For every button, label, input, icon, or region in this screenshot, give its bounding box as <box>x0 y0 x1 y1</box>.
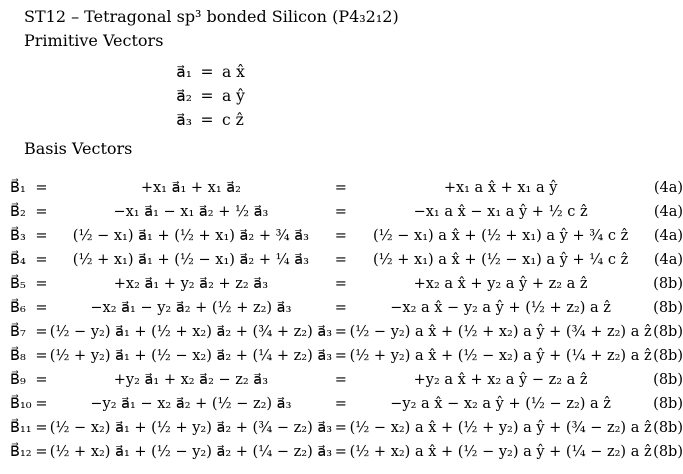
equals-sign: = <box>334 420 347 436</box>
lattice-coordinates: −x₁ a⃗₁ − x₁ a⃗₂ + ½ a⃗₃ <box>113 204 269 220</box>
document-title: ST12 – Tetragonal sp³ bonded Silicon (P4₃2₁2) <box>24 7 399 26</box>
basis-vector-row <box>8 176 683 200</box>
basis-vector-row <box>8 344 683 368</box>
lattice-coordinates: −x₂ a⃗₁ − y₂ a⃗₂ + (½ + z₂) a⃗₃ <box>90 300 292 316</box>
basis-symbol: B⃗₅ <box>10 276 26 292</box>
cartesian-coordinates: −x₂ a x̂ − y₂ a ŷ + (½ + z₂) a ẑ <box>390 300 611 316</box>
equals-sign: = <box>334 228 347 244</box>
lattice-coordinates: (½ − y₂) a⃗₁ + (½ + x₂) a⃗₂ + (¾ + z₂) a⃗₃ <box>49 324 333 340</box>
basis-symbol: B⃗₈ <box>10 348 26 364</box>
equals-sign: = <box>35 420 48 436</box>
basis-symbol: B⃗₂ <box>10 204 26 220</box>
primitive-vector-row <box>170 84 262 108</box>
cartesian-coordinates: (½ − x₁) a x̂ + (½ + x₁) a ŷ + ¾ c ẑ <box>372 228 629 244</box>
basis-vectors-heading: Basis Vectors <box>24 139 133 158</box>
cartesian-coordinates: +x₁ a x̂ + x₁ a ŷ <box>443 180 558 196</box>
wyckoff-label: (8b) <box>653 372 683 388</box>
cartesian-coordinates: (½ + x₂) a x̂ + (½ − y₂) a ŷ + (¼ − z₂) a ẑ <box>349 444 652 460</box>
equals-sign: = <box>334 276 347 292</box>
basis-vector-row <box>8 440 683 464</box>
equals-sign: = <box>35 180 48 196</box>
basis-vector-row <box>8 248 683 272</box>
vector-expression: c ẑ <box>222 111 244 129</box>
equals-sign: = <box>35 300 48 316</box>
wyckoff-label: (8b) <box>653 324 683 340</box>
basis-symbol: B⃗₁₂ <box>10 444 32 460</box>
vector-symbol: a⃗₂ <box>176 87 192 105</box>
lattice-coordinates: (½ − x₁) a⃗₁ + (½ + x₁) a⃗₂ + ¾ a⃗₃ <box>72 228 309 244</box>
cartesian-coordinates: (½ − x₂) a x̂ + (½ + y₂) a ŷ + (¾ − z₂) a ẑ <box>349 420 652 436</box>
equals-sign: = <box>35 324 48 340</box>
basis-vector-row <box>8 200 683 224</box>
wyckoff-label: (8b) <box>653 300 683 316</box>
cartesian-coordinates: (½ + x₁) a x̂ + (½ − x₁) a ŷ + ¼ c ẑ <box>372 252 629 268</box>
equals-sign: = <box>35 444 48 460</box>
equals-sign: = <box>35 252 48 268</box>
cartesian-coordinates: +y₂ a x̂ + x₂ a ŷ − z₂ a ẑ <box>413 372 588 388</box>
equals-sign: = <box>334 180 347 196</box>
lattice-coordinates: +x₁ a⃗₁ + x₁ a⃗₂ <box>140 180 241 196</box>
equals-sign: = <box>334 396 347 412</box>
cartesian-coordinates: (½ + y₂) a x̂ + (½ − x₂) a ŷ + (¼ + z₂) a ẑ <box>349 348 652 364</box>
lattice-coordinates: (½ + x₂) a⃗₁ + (½ − y₂) a⃗₂ + (¼ − z₂) a⃗₃ <box>49 444 333 460</box>
equals-sign: = <box>334 324 347 340</box>
basis-vector-row <box>8 320 683 344</box>
wyckoff-label: (8b) <box>653 420 683 436</box>
primitive-vectors-heading: Primitive Vectors <box>24 31 164 50</box>
wyckoff-label: (4a) <box>653 204 683 220</box>
equals-sign: = <box>35 396 48 412</box>
equals-sign: = <box>334 252 347 268</box>
wyckoff-label: (8b) <box>653 276 683 292</box>
lattice-coordinates: (½ + x₁) a⃗₁ + (½ − x₁) a⃗₂ + ¼ a⃗₃ <box>72 252 309 268</box>
equals-sign: = <box>334 348 347 364</box>
equals-sign: = <box>35 276 48 292</box>
basis-symbol: B⃗₇ <box>10 324 26 340</box>
basis-vector-row <box>8 272 683 296</box>
wyckoff-label: (8b) <box>653 396 683 412</box>
basis-symbol: B⃗₉ <box>10 372 26 388</box>
basis-symbol: B⃗₃ <box>10 228 26 244</box>
basis-symbol: B⃗₆ <box>10 300 26 316</box>
primitive-vector-row <box>170 60 262 84</box>
basis-vector-row <box>8 296 683 320</box>
lattice-coordinates: (½ + y₂) a⃗₁ + (½ − x₂) a⃗₂ + (¼ + z₂) a⃗₃ <box>49 348 333 364</box>
basis-symbol: B⃗₄ <box>10 252 26 268</box>
lattice-coordinates: +y₂ a⃗₁ + x₂ a⃗₂ − z₂ a⃗₃ <box>113 372 269 388</box>
basis-symbol: B⃗₁₁ <box>10 420 32 436</box>
basis-symbol: B⃗₁₀ <box>10 396 32 412</box>
vector-symbol: a⃗₃ <box>176 111 192 129</box>
equals-sign: = <box>200 87 214 105</box>
lattice-coordinates: (½ − x₂) a⃗₁ + (½ + y₂) a⃗₂ + (¾ − z₂) a⃗₃ <box>49 420 333 436</box>
wyckoff-label: (4a) <box>653 228 683 244</box>
wyckoff-label: (8b) <box>653 444 683 460</box>
equals-sign: = <box>200 111 214 129</box>
equals-sign: = <box>35 372 48 388</box>
vector-symbol: a⃗₁ <box>176 63 192 81</box>
cartesian-coordinates: −x₁ a x̂ − x₁ a ŷ + ½ c ẑ <box>413 204 588 220</box>
primitive-vectors-table <box>170 60 262 132</box>
equals-sign: = <box>334 372 347 388</box>
equals-sign: = <box>334 204 347 220</box>
equals-sign: = <box>35 348 48 364</box>
equals-sign: = <box>334 300 347 316</box>
lattice-coordinates: −y₂ a⃗₁ − x₂ a⃗₂ + (½ − z₂) a⃗₃ <box>90 396 292 412</box>
vector-expression: a x̂ <box>222 63 245 81</box>
equals-sign: = <box>35 204 48 220</box>
basis-vector-row <box>8 392 683 416</box>
vector-expression: a ŷ <box>222 87 245 105</box>
equals-sign: = <box>200 63 214 81</box>
equals-sign: = <box>35 228 48 244</box>
basis-vector-row <box>8 224 683 248</box>
cartesian-coordinates: (½ − y₂) a x̂ + (½ + x₂) a ŷ + (¾ + z₂) a ẑ <box>349 324 652 340</box>
basis-symbol: B⃗₁ <box>10 180 26 196</box>
primitive-vector-row <box>170 108 262 132</box>
basis-vectors-table <box>8 176 683 464</box>
lattice-coordinates: +x₂ a⃗₁ + y₂ a⃗₂ + z₂ a⃗₃ <box>113 276 269 292</box>
basis-vector-row <box>8 416 683 440</box>
wyckoff-label: (4a) <box>653 180 683 196</box>
wyckoff-label: (4a) <box>653 252 683 268</box>
basis-vector-row <box>8 368 683 392</box>
wyckoff-label: (8b) <box>653 348 683 364</box>
equals-sign: = <box>334 444 347 460</box>
cartesian-coordinates: −y₂ a x̂ − x₂ a ŷ + (½ − z₂) a ẑ <box>390 396 611 412</box>
cartesian-coordinates: +x₂ a x̂ + y₂ a ŷ + z₂ a ẑ <box>413 276 588 292</box>
